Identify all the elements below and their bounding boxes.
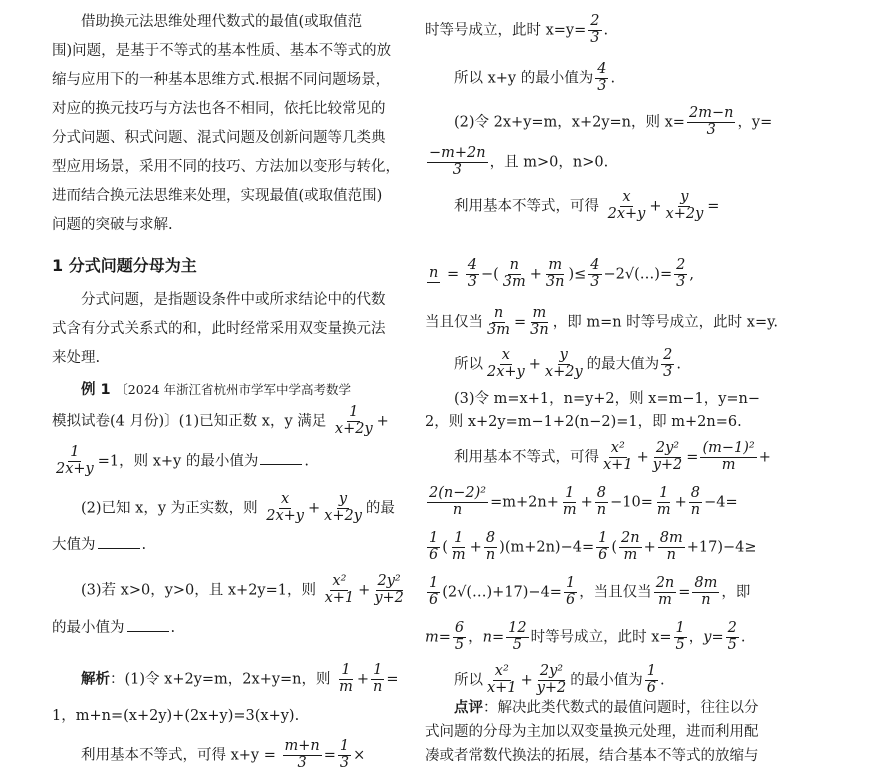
right-line: $\frac{\text{2(n−2)²}}{n}$ =m+2n+ $\frac{1}{m}$ + $\frac{8}{n}$ −10= $\frac{1}{m}$ + $\frac{8}{n}$ −4= (429, 485, 738, 518)
solution-text: 利用基本不等式，可得 x+y = (81, 747, 276, 764)
right-text: 时等号成立，此时 x= (530, 629, 672, 646)
solution-text: ：(1)令 x+2y=m，2x+y=n，则 (110, 671, 331, 688)
answer-blank (98, 536, 140, 549)
note-line: 式问题的分母为主加以双变量换元处理，进而利用配 (425, 724, 759, 740)
right-text: 的最小值为 (570, 672, 643, 689)
right-line: 利用基本不等式，可得 $\frac{\text{x²}}{x+1}$ + $\frac{\text{2y²}}{y+2}$ = $\frac{\text{(m−1)²}}{m}$ + (454, 440, 771, 473)
right-line: 所以 x+y 的最小值为 $\frac{4}{3}$ . (454, 61, 616, 94)
answer-blank (127, 619, 169, 632)
right-text: 利用基本不等式，可得 (454, 198, 599, 215)
solution-line: 解析：(1)令 x+2y=m，2x+y=n，则 $\frac{1}{m}$ + $\frac{1}{n}$ = (81, 662, 399, 695)
right-line: $\frac{1}{6}$ ( $\frac{1}{m}$ + $\frac{8}{n}$ )(m+2n)−4= $\frac{1}{6}$ ( $\frac{2n}{m}$ + $\frac{8m}{n}$ +17)−4≥ (429, 530, 757, 563)
q2-line: (2)已知 x，y 为正实数，则 $\frac{x}{2x+y}$ + $\frac{y}{x+2y}$ 的最 (81, 491, 395, 524)
right-text: ，y= (737, 114, 773, 131)
example-label: 例 1 (81, 382, 111, 398)
q2-line-2: 大值为 . (52, 537, 147, 553)
q1-tail: =1，则 x+y 的最小值为 (97, 453, 259, 470)
para-line: 来处理. (52, 350, 101, 366)
solution-line-3: 利用基本不等式，可得 x+y = $\frac{m+n}{3}$ = $\frac{1}{3}$ × (81, 738, 366, 771)
right-text: ，当且仅当 (579, 584, 652, 601)
right-text: ，且 m>0，n>0. (489, 154, 609, 171)
right-text: 所以 x+y 的最小值为 (454, 70, 594, 87)
right-text: 利用基本不等式，可得 (454, 449, 599, 466)
right-text: 所以 (454, 356, 483, 373)
intro-line: 围)问题，是基于不等式的基本性质、基本不等式的放 (52, 43, 392, 59)
right-text: ，即 m=n 时等号成立，此时 x=y. (552, 314, 778, 331)
right-text: (2)令 2x+y=m，x+2y=n，则 x= (454, 114, 685, 131)
right-line: 所以 $\frac{\text{x²}}{x+1}$ + $\frac{\text{2y²}}{y+2}$ 的最小值为 $\frac{1}{6}$ . (454, 663, 665, 696)
right-text: 所以 (454, 672, 483, 689)
q3-text: (3)若 x>0，y>0，且 x+2y=1，则 (81, 582, 316, 599)
q1-line: $\frac{1}{2x+y}$ =1，则 x+y 的最小值为 . (56, 444, 309, 477)
q3-answer-label: 的最小值为 (52, 620, 125, 636)
right-line: 当且仅当 $\frac{n}{3m}$ = $\frac{m}{3n}$ ，即 m=n 时等号成立，此时 x=y. (425, 305, 778, 338)
right-text: 时等号成立，此时 x=y= (425, 22, 587, 39)
solution-label: 解析 (81, 671, 110, 688)
right-line: 利用基本不等式，可得 $\frac{x}{2x+y}$ + $\frac{y}{x+2y}$ = (454, 189, 720, 222)
right-line: $\frac{-m+2n}{3}$ ，且 m>0，n>0. (429, 145, 609, 178)
note-line (454, 700, 759, 717)
intro-line: 型应用场景，采用不同的技巧、方法加以变形与转化， (52, 159, 400, 175)
note-text: ：解决此类代数式的最值问题时，往往以分 (483, 700, 759, 716)
note-line: 凑或者常数代换法的拓展，结合基本不等式的放缩与 (425, 748, 759, 764)
intro-line: 缩与应用下的一种基本思维方式.根据不同问题场景， (52, 72, 391, 88)
section-heading: 1 分式问题分母为主 (52, 256, 197, 275)
para-line: 式含有分式关系式的和，此时经常采用双变量换元法 (52, 321, 386, 337)
q3-line-2: 的最小值为 . (52, 620, 176, 636)
q2-text-tail: 的最 (365, 500, 395, 517)
note-label: 点评 (454, 700, 483, 716)
q2-answer-label: 大值为 (52, 537, 96, 553)
example-source: 〔2024 年浙江省杭州市学军中学高考数学 (115, 382, 352, 397)
right-line: 时等号成立，此时 x=y= $\frac{2}{3}$ . (425, 13, 609, 46)
para-line: 分式问题，是指题设条件中或所求结论中的代数 (81, 292, 386, 308)
intro-line: 问题的突破与求解. (52, 217, 173, 233)
right-line: (2)令 2x+y=m，x+2y=n，则 x= $\frac{2m-n}{3}$ ，y= (454, 105, 773, 138)
example-source-cont: 模拟试卷(4 月份)〕(1)已知正数 x，y 满足 (52, 413, 327, 430)
example-line: 模拟试卷(4 月份)〕(1)已知正数 x，y 满足 $\frac{1}{x+2y}$ + (52, 404, 389, 437)
right-text: 的最大值为 (586, 356, 660, 373)
right-text: 当且仅当 (425, 314, 483, 331)
intro-line: 借助换元法思维处理代数式的最值(或取值范 (81, 14, 363, 30)
right-line: (3)令 m=x+1，n=y+2，则 x=m−1，y=n− (454, 391, 761, 407)
example-line (81, 382, 351, 399)
q2-text: (2)已知 x，y 为正实数，则 (81, 500, 258, 517)
intro-line: 分式问题、积式问题、混式问题及创新问题等几类典 (52, 130, 386, 146)
answer-blank (260, 452, 302, 465)
solution-line-2: 1，m+n=(x+2y)+(2x+y)=3(x+y). (52, 708, 300, 724)
right-line: $\frac{1}{6}$ (2√(…)+17)−4= $\frac{1}{6}$ ，当且仅当 $\frac{2n}{m}$ = $\frac{8m}{n}$ ，即 (429, 575, 751, 608)
right-line: 2，则 x+2y=m−1+2(n−2)=1，即 m+2n=6. (425, 414, 742, 430)
q3-line: (3)若 x>0，y>0，且 x+2y=1，则 $\frac{\text{x²}}{x+1}$ + $\frac{\text{2y²}}{y+2}$ (81, 573, 404, 606)
right-line: m= $\frac{6}{5}$ ，n= $\frac{12}{5}$ 时等号成立，此时 x= $\frac{1}{5}$ ，y= $\frac{2}{5}$ . (425, 620, 746, 653)
intro-line: 进而结合换元法思维来处理，实现最值(或取值范围) (52, 188, 383, 204)
right-line: n = $\frac{4}{3}$ −( $\frac{n}{3m}$ + $\frac{m}{3n}$ )≤ $\frac{4}{3}$ −2√(…)= $\frac{2}{3}$ , (429, 257, 694, 290)
right-line: 所以 $\frac{x}{2x+y}$ + $\frac{y}{x+2y}$ 的最大值为 $\frac{2}{3}$ . (454, 347, 681, 380)
intro-line: 对应的换元技巧与方法也各不相同，依托比较常见的 (52, 101, 386, 117)
